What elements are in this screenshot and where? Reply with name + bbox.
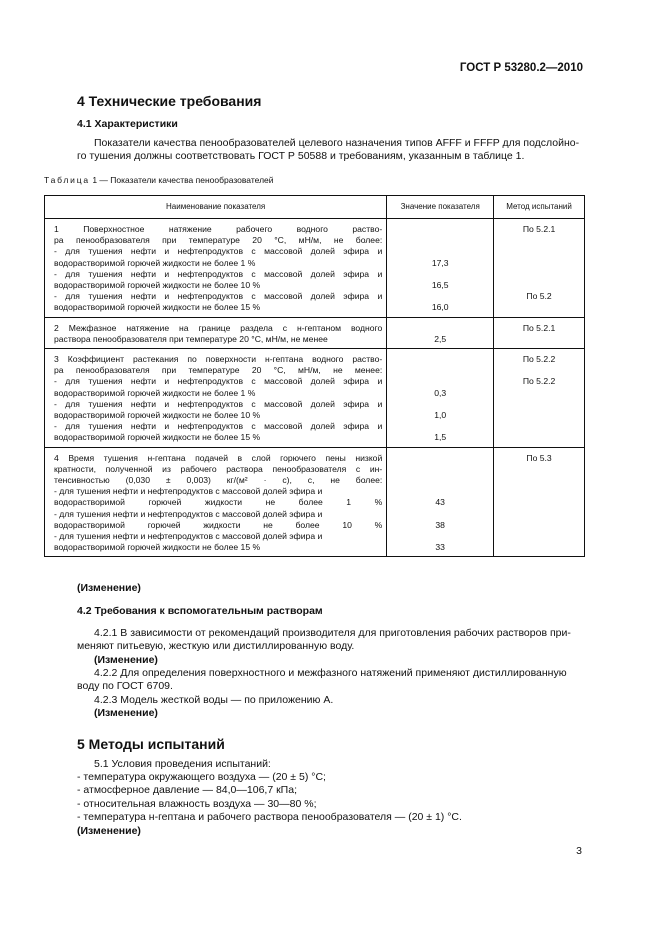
- value-cell: [387, 447, 494, 557]
- method-line: [498, 542, 580, 553]
- value-line: [391, 269, 489, 280]
- value-line: [391, 531, 489, 542]
- indicator-line: - для тушения нефти и нефтепродуктов с массовой долей эфира и: [54, 531, 323, 542]
- indicator-line: водорастворимой горючей жидкости не более 1 %: [54, 497, 383, 508]
- method-line: [498, 464, 580, 475]
- method-line: [498, 235, 580, 246]
- p421-line-1: 4.2.1 В зависимости от рекомендаций производителя для приготовления рабочих растворов при-: [94, 627, 571, 639]
- indicator-line: 2 Межфазное натяжение на границе раздела с н-гептаном водного: [54, 322, 383, 333]
- method-line: [498, 520, 580, 531]
- indicator-line: кратности, полученной из рабочего раствора пенообразователя с ин-: [54, 463, 383, 474]
- indicator-cell: [45, 447, 387, 557]
- section-5-title: 5 Методы испытаний: [77, 736, 225, 752]
- condition-item: - атмосферное давление — 84,0—106,7 кПа;: [77, 784, 297, 796]
- indicator-line: - для тушения нефти и нефтепродуктов с массовой долей эфира и: [54, 486, 323, 497]
- value-line: 16,0: [431, 302, 449, 313]
- page-number: 3: [576, 845, 582, 857]
- table-caption-text: 1 — Показатели качества пенообразователей: [92, 175, 274, 185]
- section-4-title: 4 Технические требования: [77, 93, 262, 109]
- method-line: [498, 509, 580, 520]
- indicator-line: - для тушения нефти и нефтепродуктов с массовой долей эфира и: [54, 508, 323, 519]
- change-note-3: (Изменение): [94, 707, 158, 719]
- method-line: [498, 258, 580, 269]
- indicator-line: водорастворимой горючей жидкости не более 15 %: [54, 542, 261, 553]
- method-line: [498, 475, 580, 486]
- value-line: [391, 323, 489, 334]
- value-cell: [387, 349, 494, 448]
- method-line: [498, 280, 580, 291]
- indicator-line: водорастворимой горючей жидкости не более 15 %: [54, 432, 261, 443]
- value-line: [391, 365, 489, 376]
- value-line: 0,3: [434, 387, 447, 398]
- indicator-line: водорастворимой горючей жидкости не более 1 %: [54, 257, 256, 268]
- value-line: [391, 235, 489, 246]
- method-line: По 5.2.2: [522, 354, 556, 365]
- method-line: [498, 410, 580, 421]
- value-line: [391, 421, 489, 432]
- p51: 5.1 Условия проведения испытаний:: [94, 758, 271, 770]
- header-method: Метод испытаний: [494, 196, 585, 219]
- value-line: [391, 453, 489, 464]
- indicator-line: - для тушения нефти и нефтепродуктов с массовой долей эфира и: [54, 398, 383, 409]
- indicator-cell: [45, 219, 387, 318]
- indicator-line: водорастворимой горючей жидкости не более 10 %: [54, 519, 383, 530]
- value-line: 1,0: [434, 409, 447, 420]
- indicator-line: 1 Поверхностное натяжение рабочего водного раство-: [54, 224, 383, 234]
- indicator-cell: [45, 349, 387, 448]
- condition-item: - температура н-гептана и рабочего раствора пенообразователя — (20 ± 1) °С.: [77, 811, 462, 823]
- value-line: 1,5: [434, 432, 447, 443]
- table-caption-prefix: Таблица: [44, 175, 90, 185]
- p422-line-1: 4.2.2 Для определения поверхностного и межфазного натяжений применяют дистиллированную: [94, 667, 567, 679]
- method-line: [498, 399, 580, 410]
- subsection-4-2-title: 4.2 Требования к вспомогательным растворам: [77, 605, 323, 617]
- indicator-line: водорастворимой горючей жидкости не более 1 %: [54, 387, 256, 398]
- table-row: [45, 219, 585, 318]
- method-line: [498, 365, 580, 376]
- value-line: 43: [435, 497, 445, 508]
- change-note-2: (Изменение): [94, 654, 158, 666]
- method-line: [498, 334, 580, 345]
- indicator-line: 3 Коэффициент растекания по поверхности н-гептана водного раство-: [54, 354, 383, 365]
- method-line: По 5.3: [526, 452, 552, 463]
- method-cell: [494, 349, 585, 448]
- method-line: [498, 421, 580, 432]
- value-line: [391, 224, 489, 235]
- indicator-line: - для тушения нефти и нефтепродуктов с массовой долей эфира и: [54, 268, 383, 279]
- value-line: 16,5: [431, 279, 449, 290]
- method-line: По 5.2.2: [522, 376, 556, 387]
- value-line: [391, 399, 489, 410]
- indicator-cell: [45, 317, 387, 348]
- indicator-line: 4 Время тушения н-гептана подачей в слой горючего пены низкой: [54, 452, 383, 463]
- method-line: [498, 269, 580, 280]
- value-line: [391, 291, 489, 302]
- value-line: [391, 509, 489, 520]
- method-line: [498, 246, 580, 257]
- method-cell: [494, 317, 585, 348]
- method-line: По 5.2: [526, 291, 552, 302]
- value-line: [391, 486, 489, 497]
- document-code: ГОСТ Р 53280.2—2010: [459, 62, 583, 74]
- header-value: Значение показателя: [387, 196, 494, 219]
- indicator-line: ра пенообразователя при температуре 20 °С, мН/м, не менее:: [54, 365, 383, 376]
- indicator-line: ра пенообразователя при температуре 20 °С, мН/м, не более:: [54, 235, 383, 246]
- p423: 4.2.3 Модель жесткой воды — по приложению А.: [94, 694, 334, 706]
- method-line: [498, 432, 580, 443]
- condition-item: - относительная влажность воздуха — 30—80 %;: [77, 798, 317, 810]
- indicator-line: - для тушения нефти и нефтепродуктов с массовой долей эфира и: [54, 376, 383, 387]
- condition-item: - температура окружающего воздуха — (20 ± 5) °С;: [77, 771, 326, 783]
- intro-line-2: го тушения должны соответствовать ГОСТ Р 50588 и требованиям, указанным в таблице 1.: [77, 150, 525, 162]
- value-line: [391, 376, 489, 387]
- indicator-line: водорастворимой горючей жидкости не более 10 %: [54, 280, 261, 291]
- indicator-line: - для тушения нефти и нефтепродуктов с массовой долей эфира и: [54, 246, 383, 257]
- value-line: 17,3: [431, 257, 449, 268]
- indicator-line: раствора пенообразователя при температуре 20 °С, мН/м, не менее: [54, 333, 328, 344]
- table-row: [45, 317, 585, 348]
- value-line: [391, 464, 489, 475]
- method-cell: [494, 219, 585, 318]
- value-line: 38: [435, 519, 445, 530]
- method-line: По 5.2.1: [522, 224, 556, 234]
- indicator-line: водорастворимой горючей жидкости не более 15 %: [54, 302, 261, 313]
- subsection-4-1-title: 4.1 Характеристики: [77, 118, 178, 130]
- table-caption: [44, 175, 274, 185]
- intro-line-1: Показатели качества пенообразователей целевого назначения типов AFFF и FFFP для подслойно-: [94, 137, 580, 149]
- value-line: 33: [435, 542, 445, 553]
- value-cell: [387, 219, 494, 318]
- p421-line-2: меняют питьевую, жесткую или дистиллированную воду.: [77, 640, 355, 652]
- quality-table: [44, 195, 585, 557]
- value-line: [391, 246, 489, 257]
- indicator-line: - для тушения нефти и нефтепродуктов с массовой долей эфира и: [54, 291, 383, 302]
- value-line: [391, 475, 489, 486]
- table-row: [45, 447, 585, 557]
- indicator-line: - для тушения нефти и нефтепродуктов с массовой долей эфира и: [54, 421, 383, 432]
- method-line: [498, 388, 580, 399]
- value-cell: [387, 317, 494, 348]
- method-line: [498, 302, 580, 313]
- method-line: [498, 531, 580, 542]
- indicator-line: водорастворимой горючей жидкости не более 10 %: [54, 410, 261, 421]
- change-note-1: (Изменение): [77, 582, 141, 594]
- change-note-5: (Изменение): [77, 825, 141, 837]
- method-line: [498, 486, 580, 497]
- header-indicator: Наименование показателя: [45, 196, 387, 219]
- method-line: По 5.2.1: [522, 322, 556, 333]
- method-line: [498, 497, 580, 508]
- method-cell: [494, 447, 585, 557]
- table-row: [45, 349, 585, 448]
- indicator-line: тенсивностью (0,030 ± 0,003) кг/(м² · с), с, не более:: [54, 475, 383, 486]
- value-line: 2,5: [434, 333, 447, 344]
- value-line: [391, 354, 489, 365]
- p422-line-2: воду по ГОСТ 6709.: [77, 680, 173, 692]
